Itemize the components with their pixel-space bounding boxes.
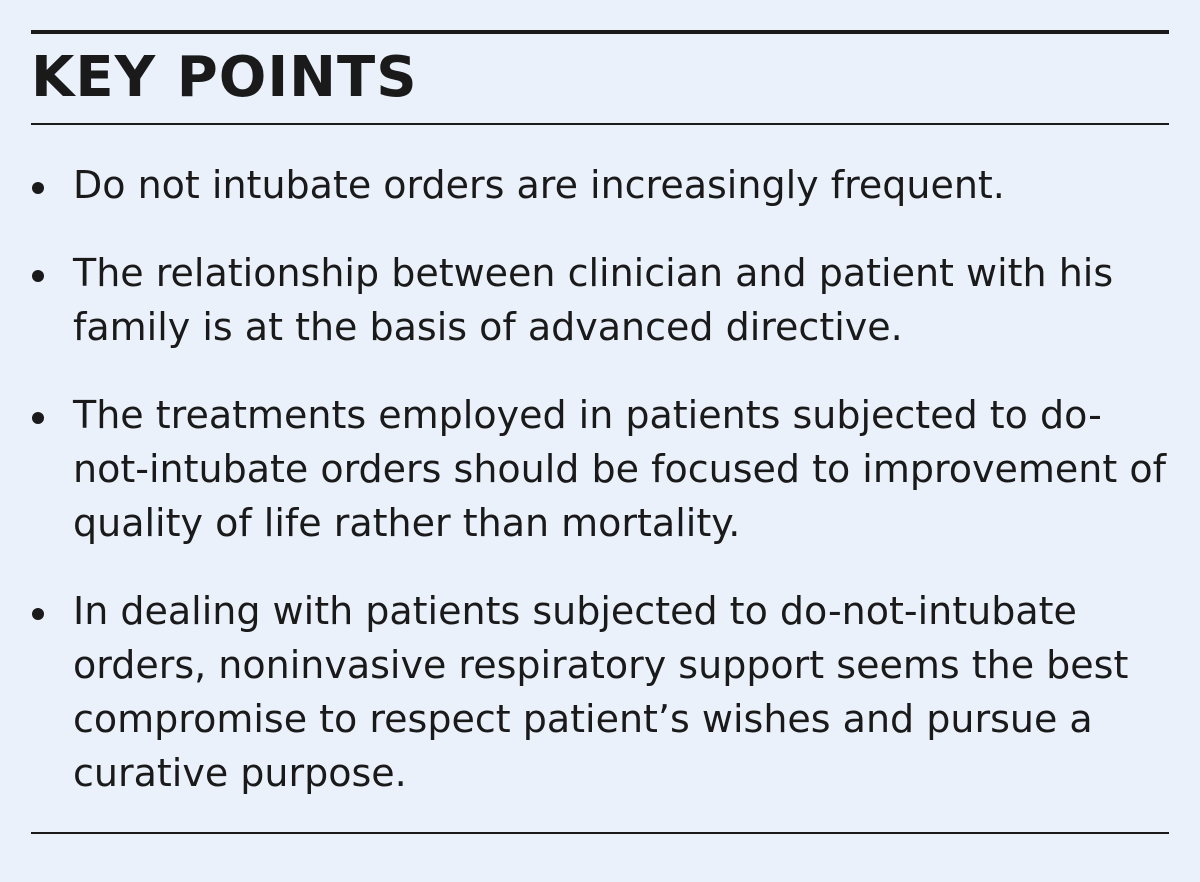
key-point-item <box>31 584 1169 800</box>
bottom-rule <box>31 832 1169 834</box>
key-point-text: In dealing with patients subjected to do-not-intubate orders, noninvasive respiratory support seems the best compromise to respect patient’s wishes and pursue a curative purpose. <box>73 589 1129 795</box>
key-point-item <box>31 158 1169 212</box>
title-rule <box>31 123 1169 125</box>
bullet-icon <box>32 608 44 620</box>
bullet-icon <box>32 270 44 282</box>
bullet-icon <box>32 182 44 194</box>
key-point-item <box>31 246 1169 354</box>
key-point-text: The relationship between clinician and patient with his family is at the basis of advanced directive. <box>73 251 1114 349</box>
key-point-text: Do not intubate orders are increasingly frequent. <box>73 163 1005 207</box>
bullet-icon <box>32 412 44 424</box>
top-rule <box>31 30 1169 34</box>
key-points-list <box>31 158 1169 800</box>
key-points-title: KEY POINTS <box>31 45 418 110</box>
key-point-item <box>31 388 1169 550</box>
key-point-text: The treatments employed in patients subjected to do-not-intubate orders should be focused to improvement of quality of life rather than mortality. <box>73 393 1166 545</box>
